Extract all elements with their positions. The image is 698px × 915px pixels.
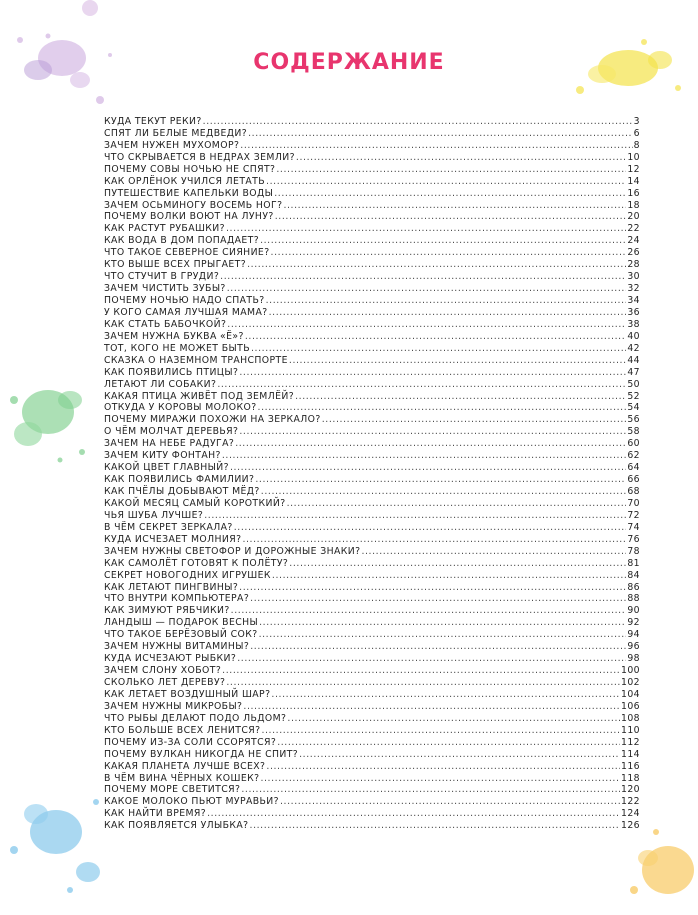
toc-entry	[104, 188, 640, 200]
dot-leader	[235, 438, 626, 450]
toc-entry-title: КАК ПЧЁЛЫ ДОБЫВАЮТ МЁД?	[104, 486, 260, 498]
toc-entry-title: ЧТО ТАКОЕ БЕРЁЗОВЫЙ СОК?	[104, 629, 258, 641]
toc-entry	[104, 128, 640, 140]
dot-leader	[287, 498, 627, 510]
toc-entry-title: КАКАЯ ПТИЦА ЖИВЁТ ПОД ЗЕМЛЁЙ?	[104, 390, 295, 402]
toc-entry-page-number: 12	[627, 163, 640, 175]
toc-entry-title: СКОЛЬКО ЛЕТ ДЕРЕВУ?	[104, 677, 226, 689]
toc-entry	[104, 653, 640, 665]
dot-leader	[226, 677, 620, 689]
blue-splash-decoration	[0, 780, 120, 915]
table-of-contents	[104, 116, 640, 832]
dot-leader	[243, 701, 620, 713]
toc-entry-page-number: 102	[621, 677, 640, 689]
dot-leader	[227, 283, 627, 295]
toc-entry	[104, 403, 640, 415]
toc-entry-page-number: 14	[627, 175, 640, 187]
toc-entry-page-number: 60	[627, 438, 640, 450]
toc-entry-page-number: 40	[627, 330, 640, 342]
toc-entry-page-number: 52	[627, 390, 640, 402]
toc-entry	[104, 438, 640, 450]
toc-entry-page-number: 72	[627, 509, 640, 521]
dot-leader	[266, 295, 627, 307]
dot-leader	[271, 247, 627, 259]
dot-leader	[261, 725, 620, 737]
dot-leader	[217, 379, 626, 391]
dot-leader	[266, 761, 620, 773]
toc-entry-title: ПУТЕШЕСТВИЕ КАПЕЛЬКИ ВОДЫ	[104, 187, 274, 199]
toc-entry-title: ЗАЧЕМ СЛОНУ ХОБОТ?	[104, 665, 222, 677]
dot-leader	[241, 784, 620, 796]
toc-entry	[104, 498, 640, 510]
toc-entry-page-number: 98	[627, 653, 640, 665]
toc-entry-page-number: 90	[627, 605, 640, 617]
toc-entry-title: КАК НАЙТИ ВРЕМЯ?	[104, 808, 207, 820]
toc-entry-title: КТО БОЛЬШЕ ВСЕХ ЛЕНИТСЯ?	[104, 724, 261, 736]
toc-entry-title: ПОЧЕМУ ИЗ-ЗА СОЛИ ССОРЯТСЯ?	[104, 736, 277, 748]
toc-entry-title: КАК ЛЕТАЕТ ВОЗДУШНЫЙ ШАР?	[104, 688, 271, 700]
toc-entry	[104, 319, 640, 331]
toc-entry-title: ЗАЧЕМ НУЖНА БУКВА «Ё»?	[104, 330, 244, 342]
toc-entry-title: ЧТО ТАКОЕ СЕВЕРНОЕ СИЯНИЕ?	[104, 247, 270, 259]
toc-entry-title: ЧТО СТУЧИТ В ГРУДИ?	[104, 271, 220, 283]
toc-entry-title: ЛЕТАЮТ ЛИ СОБАКИ?	[104, 378, 217, 390]
toc-entry-title: ЛАНДЫШ — ПОДАРОК ВЕСНЫ	[104, 617, 259, 629]
toc-entry-title: В ЧЁМ ВИНА ЧЁРНЫХ КОШЕК?	[104, 772, 260, 784]
toc-entry-title: КТО ВЫШЕ ВСЕХ ПРЫГАЕТ?	[104, 259, 247, 271]
toc-entry-title: КАК ЗИМУЮТ РЯБЧИКИ?	[104, 605, 230, 617]
dot-leader	[203, 116, 633, 128]
toc-entry-page-number: 126	[621, 820, 640, 832]
toc-entry-title: КАКОЙ ЦВЕТ ГЛАВНЫЙ?	[104, 462, 229, 474]
toc-entry-title: ЗАЧЕМ НУЖНЫ МИКРОБЫ?	[104, 700, 243, 712]
toc-entry	[104, 450, 640, 462]
toc-entry	[104, 725, 640, 737]
dot-leader	[207, 808, 620, 820]
toc-entry-title: ПОЧЕМУ МОРЕ СВЕТИТСЯ?	[104, 784, 241, 796]
dot-leader	[276, 164, 626, 176]
toc-entry-title: ЗАЧЕМ ЧИСТИТЬ ЗУБЫ?	[104, 283, 226, 295]
toc-entry	[104, 343, 640, 355]
toc-entry-title: КАК САМОЛЁТ ГОТОВЯТ К ПОЛЁТУ?	[104, 557, 289, 569]
toc-entry	[104, 522, 640, 534]
toc-entry-title: КАКОЙ МЕСЯЦ САМЫЙ КОРОТКИЙ?	[104, 497, 286, 509]
dot-leader	[240, 140, 632, 152]
dot-leader	[269, 307, 627, 319]
toc-entry-page-number: 106	[621, 700, 640, 712]
toc-entry	[104, 379, 640, 391]
toc-entry-page-number: 108	[621, 712, 640, 724]
toc-entry	[104, 152, 640, 164]
toc-entry	[104, 713, 640, 725]
toc-entry	[104, 235, 640, 247]
dot-leader	[245, 331, 627, 343]
toc-entry-title: ПОЧЕМУ ВОЛКИ ВОЮТ НА ЛУНУ?	[104, 211, 274, 223]
toc-entry-title: КУДА ТЕКУТ РЕКИ?	[104, 115, 202, 127]
toc-entry	[104, 200, 640, 212]
dot-leader	[250, 641, 626, 653]
toc-entry	[104, 617, 640, 629]
toc-entry-title: КУДА ИСЧЕЗАЮТ РЫБКИ?	[104, 653, 237, 665]
toc-entry-title: ЧТО РЫБЫ ДЕЛАЮТ ПОДО ЛЬДОМ?	[104, 712, 287, 724]
toc-entry-page-number: 38	[627, 318, 640, 330]
toc-entry-page-number: 78	[627, 545, 640, 557]
toc-entry-title: О ЧЁМ МОЛЧАТ ДЕРЕВЬЯ?	[104, 426, 239, 438]
toc-entry	[104, 426, 640, 438]
toc-entry	[104, 259, 640, 271]
dot-leader	[220, 271, 626, 283]
toc-entry	[104, 820, 640, 832]
dot-leader	[239, 582, 626, 594]
toc-entry	[104, 295, 640, 307]
toc-entry-page-number: 44	[627, 354, 640, 366]
toc-entry-page-number: 110	[621, 724, 640, 736]
toc-entry-title: КАК РАСТУТ РУБАШКИ?	[104, 223, 225, 235]
toc-entry-page-number: 16	[627, 187, 640, 199]
dot-leader	[239, 426, 626, 438]
toc-entry	[104, 570, 640, 582]
toc-entry-page-number: 66	[627, 474, 640, 486]
toc-entry-title: КУДА ИСЧЕЗАЕТ МОЛНИЯ?	[104, 533, 242, 545]
toc-entry	[104, 271, 640, 283]
toc-entry-title: СЕКРЕТ НОВОГОДНИХ ИГРУШЕК	[104, 569, 271, 581]
dot-leader	[247, 259, 626, 271]
toc-entry-title: СКАЗКА О НАЗЕМНОМ ТРАНСПОРТЕ	[104, 354, 288, 366]
dot-leader	[255, 474, 626, 486]
toc-entry-page-number: 100	[621, 665, 640, 677]
toc-entry-title: КАКОЕ МОЛОКО ПЬЮТ МУРАВЬИ?	[104, 796, 279, 808]
toc-entry-page-number: 56	[627, 414, 640, 426]
toc-entry-page-number: 88	[627, 593, 640, 605]
dot-leader	[259, 617, 626, 629]
dot-leader	[266, 176, 626, 188]
toc-entry-title: КАК ПОЯВЛЯЕТСЯ УЛЫБКА?	[104, 820, 249, 832]
toc-entry-page-number: 104	[621, 688, 640, 700]
toc-entry-page-number: 70	[627, 497, 640, 509]
toc-entry-page-number: 47	[627, 366, 640, 378]
toc-entry-page-number: 68	[627, 486, 640, 498]
toc-entry-title: ПОЧЕМУ МИРАЖИ ПОХОЖИ НА ЗЕРКАЛО?	[104, 414, 321, 426]
dot-leader	[272, 570, 626, 582]
dot-leader	[271, 689, 620, 701]
toc-entry	[104, 749, 640, 761]
toc-entry-page-number: 76	[627, 533, 640, 545]
toc-entry-page-number: 10	[627, 151, 640, 163]
dot-leader	[295, 391, 626, 403]
toc-entry	[104, 474, 640, 486]
toc-entry	[104, 785, 640, 797]
toc-entry-title: ЗАЧЕМ ОСЬМИНОГУ ВОСЕМЬ НОГ?	[104, 199, 283, 211]
toc-entry-title: ПОЧЕМУ СОВЫ НОЧЬЮ НЕ СПЯТ?	[104, 163, 276, 175]
toc-entry	[104, 486, 640, 498]
toc-entry-page-number: 124	[621, 808, 640, 820]
toc-entry-title: КАК ПОЯВИЛИСЬ ПТИЦЫ?	[104, 366, 239, 378]
toc-entry-page-number: 36	[627, 306, 640, 318]
dot-leader	[283, 200, 626, 212]
dot-leader	[204, 510, 626, 522]
dot-leader	[222, 450, 626, 462]
orange-splash-decoration	[620, 820, 698, 915]
toc-entry	[104, 629, 640, 641]
dot-leader	[222, 665, 620, 677]
toc-entry-title: ПОЧЕМУ ВУЛКАН НИКОГДА НЕ СПИТ?	[104, 748, 299, 760]
toc-entry-title: У КОГО САМАЯ ЛУЧШАЯ МАМА?	[104, 306, 268, 318]
toc-entry-title: ЗАЧЕМ НУЖНЫ СВЕТОФОР И ДОРОЖНЫЕ ЗНАКИ?	[104, 545, 361, 557]
dot-leader	[299, 749, 620, 761]
toc-entry-title: КАКАЯ ПЛАНЕТА ЛУЧШЕ ВСЕХ?	[104, 760, 266, 772]
green-splash-decoration	[0, 360, 110, 480]
dot-leader	[280, 796, 620, 808]
toc-entry	[104, 534, 640, 546]
toc-entry	[104, 414, 640, 426]
toc-entry-page-number: 64	[627, 462, 640, 474]
toc-entry	[104, 808, 640, 820]
dot-leader	[289, 355, 626, 367]
toc-entry	[104, 701, 640, 713]
toc-entry	[104, 212, 640, 224]
toc-entry	[104, 462, 640, 474]
dot-leader	[275, 211, 627, 223]
dot-leader	[260, 773, 620, 785]
toc-entry	[104, 247, 640, 259]
toc-entry	[104, 283, 640, 295]
toc-entry	[104, 176, 640, 188]
dot-leader	[277, 737, 620, 749]
dot-leader	[322, 414, 627, 426]
dot-leader	[258, 402, 627, 414]
toc-entry-page-number: 28	[627, 259, 640, 271]
toc-entry-page-number: 84	[627, 569, 640, 581]
toc-entry	[104, 761, 640, 773]
toc-entry	[104, 355, 640, 367]
toc-entry-page-number: 42	[627, 342, 640, 354]
toc-entry-page-number: 32	[627, 283, 640, 295]
toc-entry-page-number: 50	[627, 378, 640, 390]
toc-entry-page-number: 92	[627, 617, 640, 629]
dot-leader	[361, 546, 626, 558]
toc-entry-title: ЗАЧЕМ КИТУ ФОНТАН?	[104, 450, 221, 462]
dot-leader	[287, 713, 620, 725]
toc-entry	[104, 689, 640, 701]
dot-leader	[227, 319, 626, 331]
toc-entry-page-number: 6	[633, 127, 640, 139]
toc-entry	[104, 391, 640, 403]
page-title: СОДЕРЖАНИЕ	[253, 50, 445, 75]
toc-entry	[104, 665, 640, 677]
toc-entry-page-number: 86	[627, 581, 640, 593]
toc-entry-title: КАК ВОДА В ДОМ ПОПАДАЕТ?	[104, 235, 260, 247]
toc-entry-title: ЧЬЯ ШУБА ЛУЧШЕ?	[104, 509, 204, 521]
toc-entry-title: ЧТО ВНУТРИ КОМПЬЮТЕРА?	[104, 593, 250, 605]
toc-entry	[104, 558, 640, 570]
dot-leader	[250, 820, 621, 832]
toc-entry	[104, 773, 640, 785]
dot-leader	[234, 522, 627, 534]
dot-leader	[237, 653, 626, 665]
dot-leader	[250, 593, 626, 605]
toc-entry-page-number: 96	[627, 641, 640, 653]
toc-entry	[104, 510, 640, 522]
toc-entry	[104, 140, 640, 152]
dot-leader	[289, 558, 626, 570]
toc-entry	[104, 331, 640, 343]
dot-leader	[261, 486, 627, 498]
toc-entry	[104, 605, 640, 617]
toc-entry-page-number: 58	[627, 426, 640, 438]
dot-leader	[260, 235, 626, 247]
toc-entry	[104, 116, 640, 128]
toc-entry-title: ЧТО СКРЫВАЕТСЯ В НЕДРАХ ЗЕМЛИ?	[104, 151, 295, 163]
toc-entry-title: ЗАЧЕМ НУЖЕН МУХОМОР?	[104, 139, 240, 151]
toc-entry-page-number: 120	[621, 784, 640, 796]
toc-entry	[104, 594, 640, 606]
toc-entry-page-number: 30	[627, 271, 640, 283]
dot-leader	[226, 223, 626, 235]
toc-entry-page-number: 81	[627, 557, 640, 569]
toc-entry-page-number: 18	[627, 199, 640, 211]
dot-leader	[248, 128, 633, 140]
toc-entry-title: КАК ОРЛЁНОК УЧИЛСЯ ЛЕТАТЬ	[104, 175, 266, 187]
toc-entry-page-number: 114	[621, 748, 640, 760]
toc-entry-page-number: 3	[633, 115, 640, 127]
toc-entry-title: КАК ПОЯВИЛИСЬ ФАМИЛИИ?	[104, 474, 255, 486]
toc-entry-page-number: 26	[627, 247, 640, 259]
dot-leader	[231, 605, 627, 617]
toc-entry-page-number: 112	[621, 736, 640, 748]
toc-entry-title: ЗАЧЕМ НА НЕБЕ РАДУГА?	[104, 438, 235, 450]
toc-entry	[104, 677, 640, 689]
toc-entry-title: КАК ЛЕТАЮТ ПИНГВИНЫ?	[104, 581, 239, 593]
toc-entry-page-number: 22	[627, 223, 640, 235]
toc-entry-page-number: 122	[621, 796, 640, 808]
toc-entry	[104, 546, 640, 558]
toc-entry-page-number: 54	[627, 402, 640, 414]
toc-entry-page-number: 62	[627, 450, 640, 462]
toc-entry-title: ОТКУДА У КОРОВЫ МОЛОКО?	[104, 402, 257, 414]
dot-leader	[239, 367, 626, 379]
toc-entry-page-number: 20	[627, 211, 640, 223]
toc-entry	[104, 307, 640, 319]
toc-entry-page-number: 34	[627, 295, 640, 307]
dot-leader	[259, 629, 627, 641]
toc-entry-title: ТОТ, КОГО НЕ МОЖЕТ БЫТЬ	[104, 342, 250, 354]
toc-entry-title: СПЯТ ЛИ БЕЛЫЕ МЕДВЕДИ?	[104, 127, 248, 139]
toc-entry-title: В ЧЁМ СЕКРЕТ ЗЕРКАЛА?	[104, 521, 233, 533]
toc-entry-title: ПОЧЕМУ НОЧЬЮ НАДО СПАТЬ?	[104, 295, 265, 307]
toc-entry-title: ЗАЧЕМ НУЖНЫ ВИТАМИНЫ?	[104, 641, 250, 653]
toc-entry-page-number: 118	[621, 772, 640, 784]
toc-entry-page-number: 74	[627, 521, 640, 533]
toc-entry	[104, 164, 640, 176]
dot-leader	[274, 188, 626, 200]
toc-entry	[104, 223, 640, 235]
dot-leader	[296, 152, 626, 164]
toc-entry	[104, 796, 640, 808]
dot-leader	[230, 462, 626, 474]
dot-leader	[251, 343, 626, 355]
dot-leader	[242, 534, 626, 546]
toc-entry	[104, 641, 640, 653]
toc-entry-page-number: 24	[627, 235, 640, 247]
toc-entry-page-number: 8	[633, 139, 640, 151]
toc-entry-page-number: 116	[621, 760, 640, 772]
toc-entry-page-number: 94	[627, 629, 640, 641]
toc-entry	[104, 737, 640, 749]
toc-entry	[104, 582, 640, 594]
toc-entry	[104, 367, 640, 379]
toc-entry-title: КАК СТАТЬ БАБОЧКОЙ?	[104, 318, 227, 330]
